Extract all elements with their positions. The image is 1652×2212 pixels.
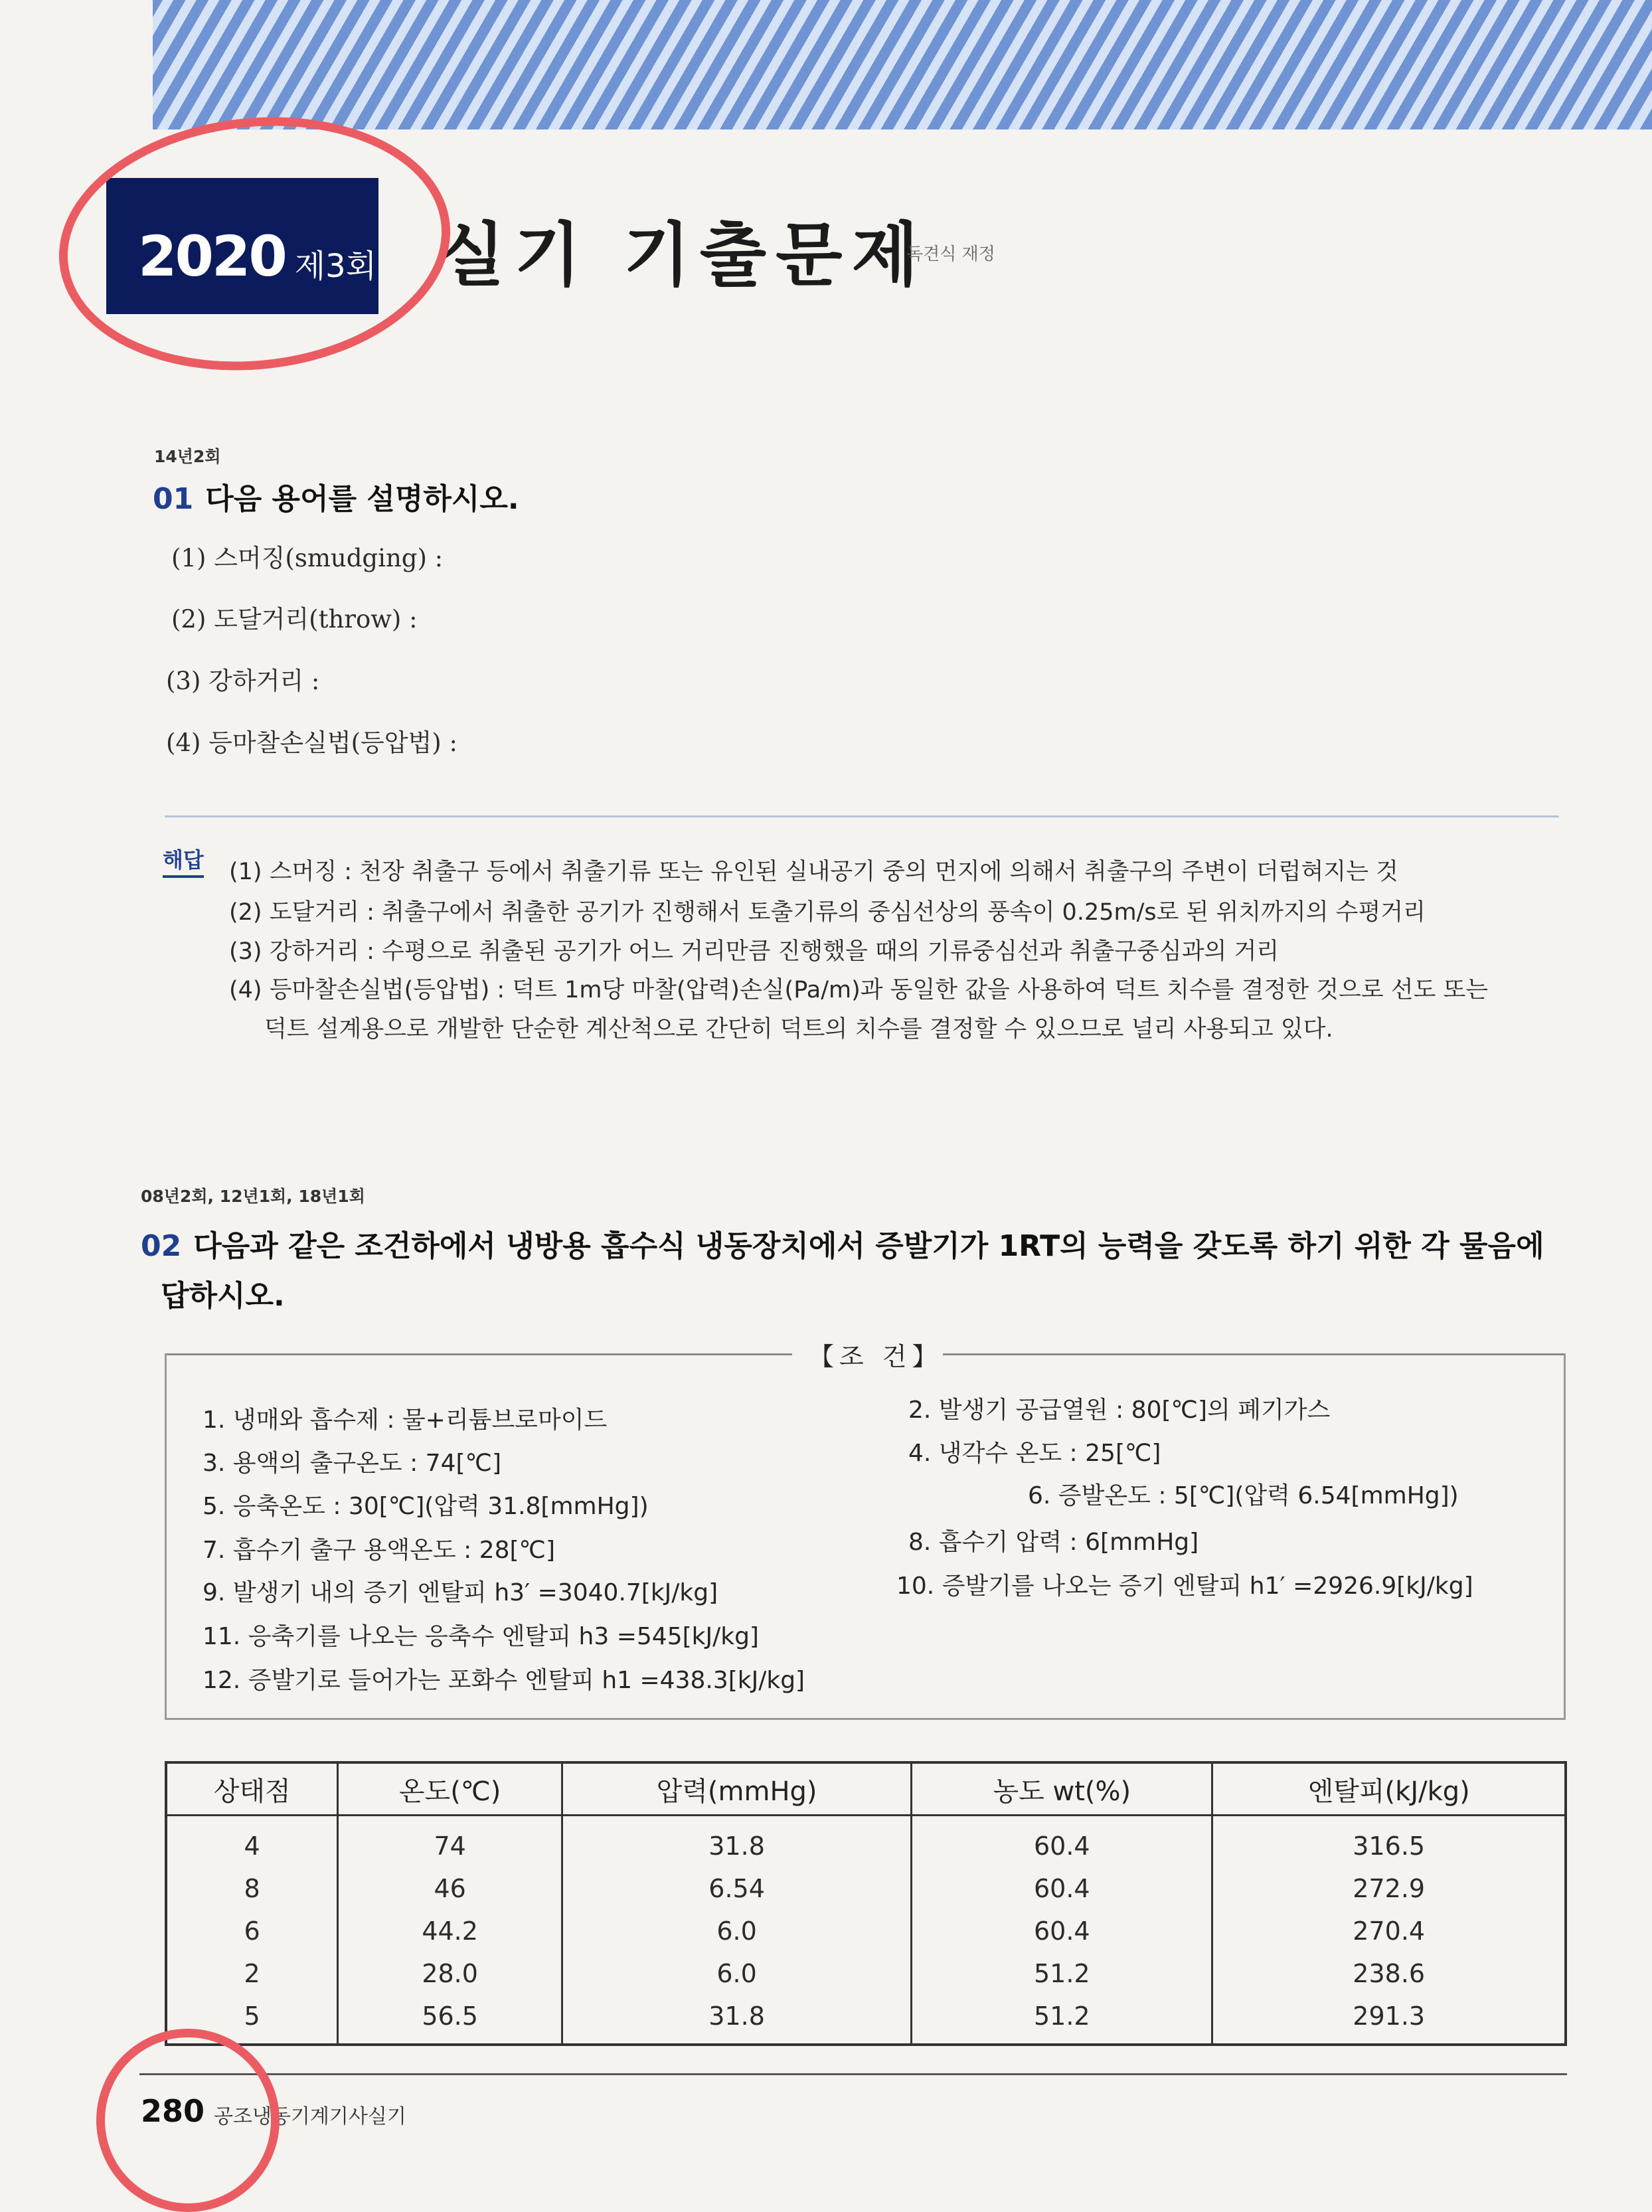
condition-3: 3. 용액의 출구온도 : 74[℃] (203, 1450, 502, 1477)
table-cell: 272.9 (1212, 1867, 1566, 1910)
condition-11: 11. 응축기를 나오는 응축수 엔탈피 h3 =545[kJ/kg] (203, 1623, 759, 1650)
condition-9: 9. 발생기 내의 증기 엔탈피 h3′ =3040.7[kJ/kg] (203, 1579, 718, 1606)
q1-item-3: (3) 강하거리 : (166, 667, 320, 695)
table-cell: 60.4 (912, 1867, 1212, 1910)
condition-2: 2. 발생기 공급열원 : 80[℃]의 폐기가스 (908, 1397, 1331, 1424)
table-row (166, 1995, 1566, 2045)
table-row (166, 1910, 1566, 1952)
table-cell: 60.4 (912, 1910, 1212, 1952)
book-title: 공조냉동기계기사실기 (214, 2105, 406, 2128)
table-cell: 6.0 (562, 1952, 911, 1995)
table-cell: 8 (244, 1874, 260, 1903)
table-cell: 51.2 (912, 1952, 1212, 1995)
table-cell: 60.4 (912, 1816, 1212, 1868)
table-cell: 56.5 (338, 1995, 562, 2045)
condition-4: 4. 냉각수 온도 : 25[℃] (908, 1440, 1161, 1467)
table-cell: 44.2 (338, 1910, 562, 1952)
q1-item-2: (2) 도달거리(throw) : (171, 605, 418, 634)
table-cell: 5 (244, 2001, 260, 2031)
q2-text-line-1: 다음과 같은 조건하에서 냉방용 흡수식 냉동장치에서 증발기가 1RT의 능력을 갖도록 하기 위한 각 물음에 (193, 1229, 1544, 1263)
condition-1: 1. 냉매와 흡수제 : 물+리튬브로마이드 (203, 1406, 608, 1434)
answer-line-4: (4) 등마찰손실법(등압법) : 덕트 1m당 마찰(압력)손실(Pa/m)과 동일한 값을 사용하여 덕트 치수를 결정한 것으로 선도 또는 (229, 977, 1489, 1003)
condition-6: 6. 증발온도 : 5[℃](압력 6.54[mmHg]) (1028, 1482, 1459, 1509)
table-row (166, 1816, 1566, 1868)
footer-rule (139, 2073, 1567, 2075)
q1-source: 14년2회 (154, 447, 221, 466)
table-cell: 291.3 (1212, 1995, 1566, 2045)
table-row (166, 1952, 1566, 1995)
table-cell: 4 (244, 1831, 260, 1861)
q1-item-4: (4) 등마찰손실법(등압법) : (166, 728, 457, 757)
condition-8: 8. 흡수기 압력 : 6[mmHg] (908, 1529, 1199, 1556)
table-cell: 28.0 (338, 1952, 562, 1995)
table-cell: 6.0 (562, 1910, 911, 1952)
page-subtitle: 독견식 재정 (906, 244, 995, 264)
q2-title (141, 1222, 1544, 1264)
condition-7: 7. 흡수기 출구 용액온도 : 28[℃] (203, 1537, 556, 1564)
condition-12: 12. 증발기로 들어가는 포화수 엔탈피 h1 =438.3[kJ/kg] (203, 1667, 805, 1694)
table-header-state: 상태점 (166, 1762, 338, 1816)
page-title: 실기 기출문제 (438, 214, 928, 296)
q2-number: 02 (141, 1229, 182, 1263)
table-header-pressure: 압력(mmHg) (562, 1762, 911, 1816)
red-circle-annotation-top (46, 98, 463, 389)
q2-text-line-2: 답하시오. (161, 1279, 285, 1313)
q2-source: 08년2회, 12년1회, 18년1회 (141, 1187, 365, 1206)
table-cell: 238.6 (1212, 1952, 1566, 1995)
table-cell: 6.54 (562, 1867, 911, 1910)
q1-text: 다음 용어를 설명하시오. (205, 482, 519, 516)
divider (165, 815, 1559, 817)
answer-line-1: (1) 스머징 : 천장 취출구 등에서 취출기류 또는 유인된 실내공기 중의 먼지에 의해서 취출구의 주변이 더럽혀지는 것 (229, 859, 1398, 885)
red-circle-annotation-bottom (96, 2029, 280, 2212)
state-point-table (165, 1761, 1567, 2046)
table-header-enthalpy: 엔탈피(kJ/kg) (1212, 1762, 1566, 1816)
header-stripe-banner (153, 0, 1652, 129)
round-text: 제3회 (294, 248, 377, 285)
table-cell: 51.2 (912, 1995, 1212, 2045)
table-cell: 6 (244, 1916, 260, 1946)
q1-item-1: (1) 스머징(smudging) : (171, 544, 444, 572)
q1-title (153, 475, 519, 517)
table-cell: 270.4 (1212, 1910, 1566, 1952)
year-text: 2020 (138, 224, 286, 289)
table-cell: 2 (244, 1959, 260, 1988)
table-row (166, 1867, 1566, 1910)
condition-5: 5. 응축온도 : 30[℃](압력 31.8[mmHg]) (203, 1493, 649, 1520)
answer-line-5: 덕트 설계용으로 개발한 단순한 계산척으로 간단히 덕트의 치수를 결정할 수 있으므로 널리 사용되고 있다. (264, 1016, 1333, 1043)
table-cell: 31.8 (562, 1816, 911, 1868)
answer-line-2: (2) 도달거리 : 취출구에서 취출한 공기가 진행해서 토출기류의 중심선상의 풍속이 0.25m/s로 된 위치까지의 수평거리 (229, 899, 1426, 926)
table-cell: 31.8 (562, 1995, 911, 2045)
condition-10: 10. 증발기를 나오는 증기 엔탈피 h1′ =2926.9[kJ/kg] (896, 1573, 1473, 1600)
table-cell: 74 (338, 1816, 562, 1868)
table-header-temp: 온도(℃) (338, 1762, 562, 1816)
page-number: 280 (141, 2093, 205, 2129)
answer-line-3: (3) 강하거리 : 수평으로 취출된 공기가 어느 거리만큼 진행했을 때의 기류중심선과 취출구중심과의 거리 (229, 938, 1280, 965)
table-cell: 46 (338, 1867, 562, 1910)
table-cell: 316.5 (1212, 1816, 1566, 1868)
answer-label: 해답 (163, 843, 204, 878)
table-header-concentration: 농도 wt(%) (912, 1762, 1212, 1816)
q1-number: 01 (153, 482, 194, 516)
conditions-heading: 【조 건】 (809, 1342, 943, 1371)
